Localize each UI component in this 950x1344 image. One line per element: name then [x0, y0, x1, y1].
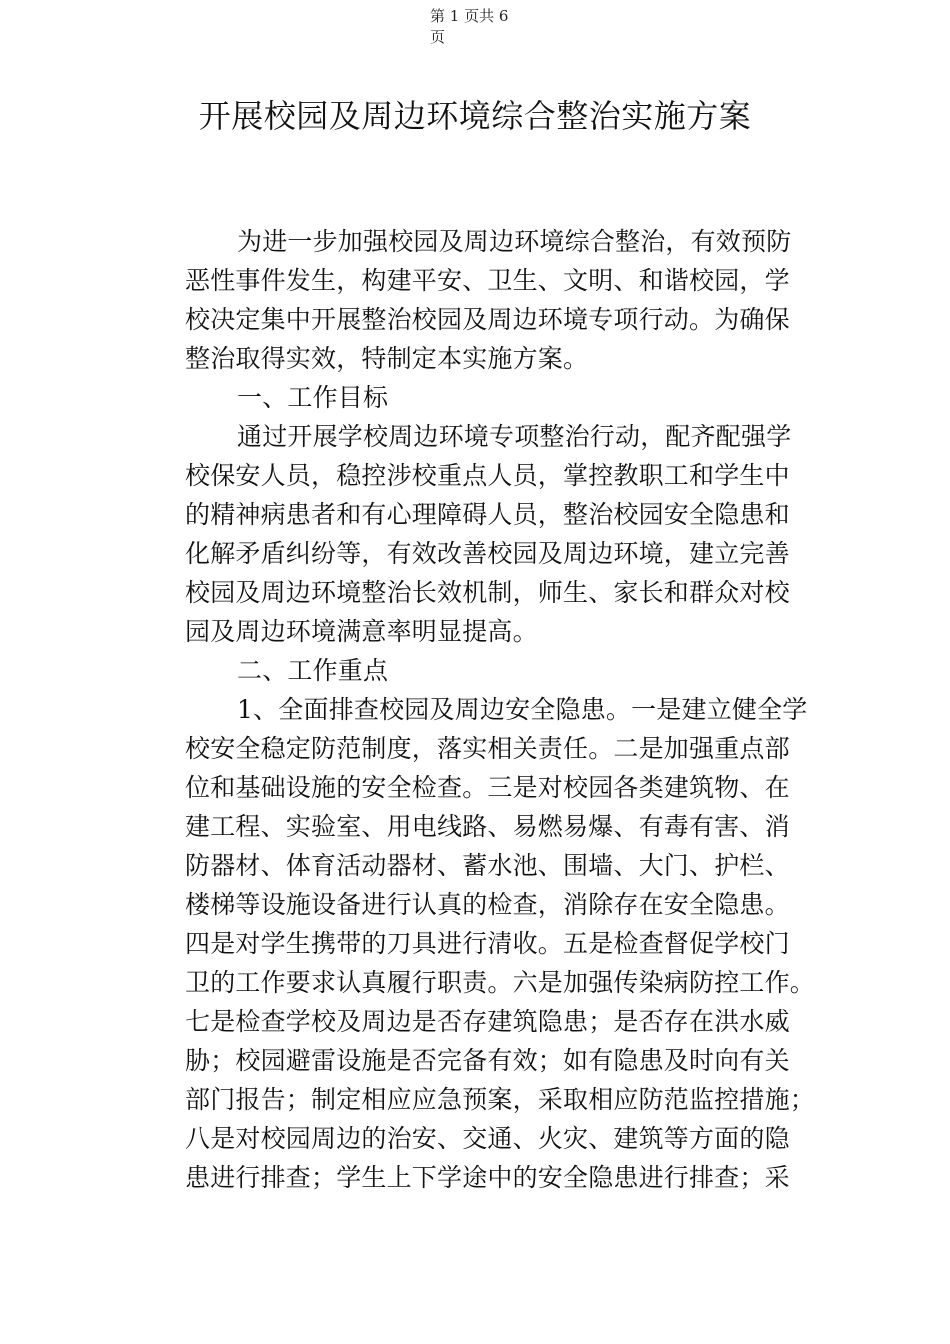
paragraph-intro-line-1: 为进一步加强校园及周边环境综合整治，有效预防	[237, 227, 792, 256]
document-title: 开展校园及周边环境综合整治实施方案	[198, 97, 752, 135]
section-heading-focus: 二、工作重点	[237, 656, 389, 685]
paragraph-goals-line-6: 园及周边环境满意率明显提高。	[185, 617, 538, 646]
paragraph-focus-line-8: 卫的工作要求认真履行职责。六是加强传染病防控工作。	[185, 968, 816, 997]
paragraph-focus-line-10: 胁；校园避雷设施是否完备有效；如有隐患及时向有关	[185, 1046, 790, 1075]
page-indicator-line-1: 第 1 页共 6	[430, 7, 509, 25]
paragraph-intro-line-4: 整治取得实效，特制定本实施方案。	[185, 344, 589, 373]
paragraph-focus-line-7: 四是对学生携带的刀具进行清收。五是检查督促学校门	[185, 929, 790, 958]
page-indicator-line-2: 页	[430, 28, 446, 46]
paragraph-goals-line-5: 校园及周边环境整治长效机制，师生、家长和群众对校	[185, 578, 790, 607]
paragraph-goals-line-3: 的精神病患者和有心理障碍人员，整治校园安全隐患和	[185, 500, 790, 529]
section-heading-goals: 一、工作目标	[237, 383, 389, 412]
paragraph-focus-line-4: 建工程、实验室、用电线路、易燃易爆、有毒有害、消	[185, 812, 790, 841]
paragraph-focus-line-12: 八是对校园周边的治安、交通、火灾、建筑等方面的隐	[185, 1124, 790, 1153]
paragraph-focus-line-2: 校安全稳定防范制度，落实相关责任。二是加强重点部	[185, 734, 790, 763]
paragraph-goals-line-4: 化解矛盾纠纷等，有效改善校园及周边环境，建立完善	[185, 539, 790, 568]
paragraph-focus-line-1: 1、全面排查校园及周边安全隐患。一是建立健全学	[237, 695, 808, 724]
page-number-indicator	[430, 6, 540, 48]
paragraph-focus-line-3: 位和基础设施的安全检查。三是对校园各类建筑物、在	[185, 773, 790, 802]
paragraph-goals-line-1: 通过开展学校周边环境专项整治行动，配齐配强学	[237, 422, 792, 451]
paragraph-intro-line-2: 恶性事件发生，构建平安、卫生、文明、和谐校园，学	[185, 266, 790, 295]
paragraph-focus-line-13: 患进行排查；学生上下学途中的安全隐患进行排查；采	[185, 1163, 790, 1192]
paragraph-focus-line-5: 防器材、体育活动器材、蓄水池、围墙、大门、护栏、	[185, 851, 790, 880]
paragraph-focus-line-11: 部门报告；制定相应应急预案，采取相应防范监控措施；	[185, 1085, 816, 1114]
document-body	[185, 222, 825, 1197]
paragraph-focus-line-9: 七是检查学校及周边是否存建筑隐患；是否存在洪水威	[185, 1007, 790, 1036]
paragraph-goals-line-2: 校保安人员，稳控涉校重点人员，掌控教职工和学生中	[185, 461, 790, 490]
paragraph-focus-line-6: 楼梯等设施设备进行认真的检查，消除存在安全隐患。	[185, 890, 790, 919]
paragraph-intro-line-3: 校决定集中开展整治校园及周边环境专项行动。为确保	[185, 305, 790, 334]
